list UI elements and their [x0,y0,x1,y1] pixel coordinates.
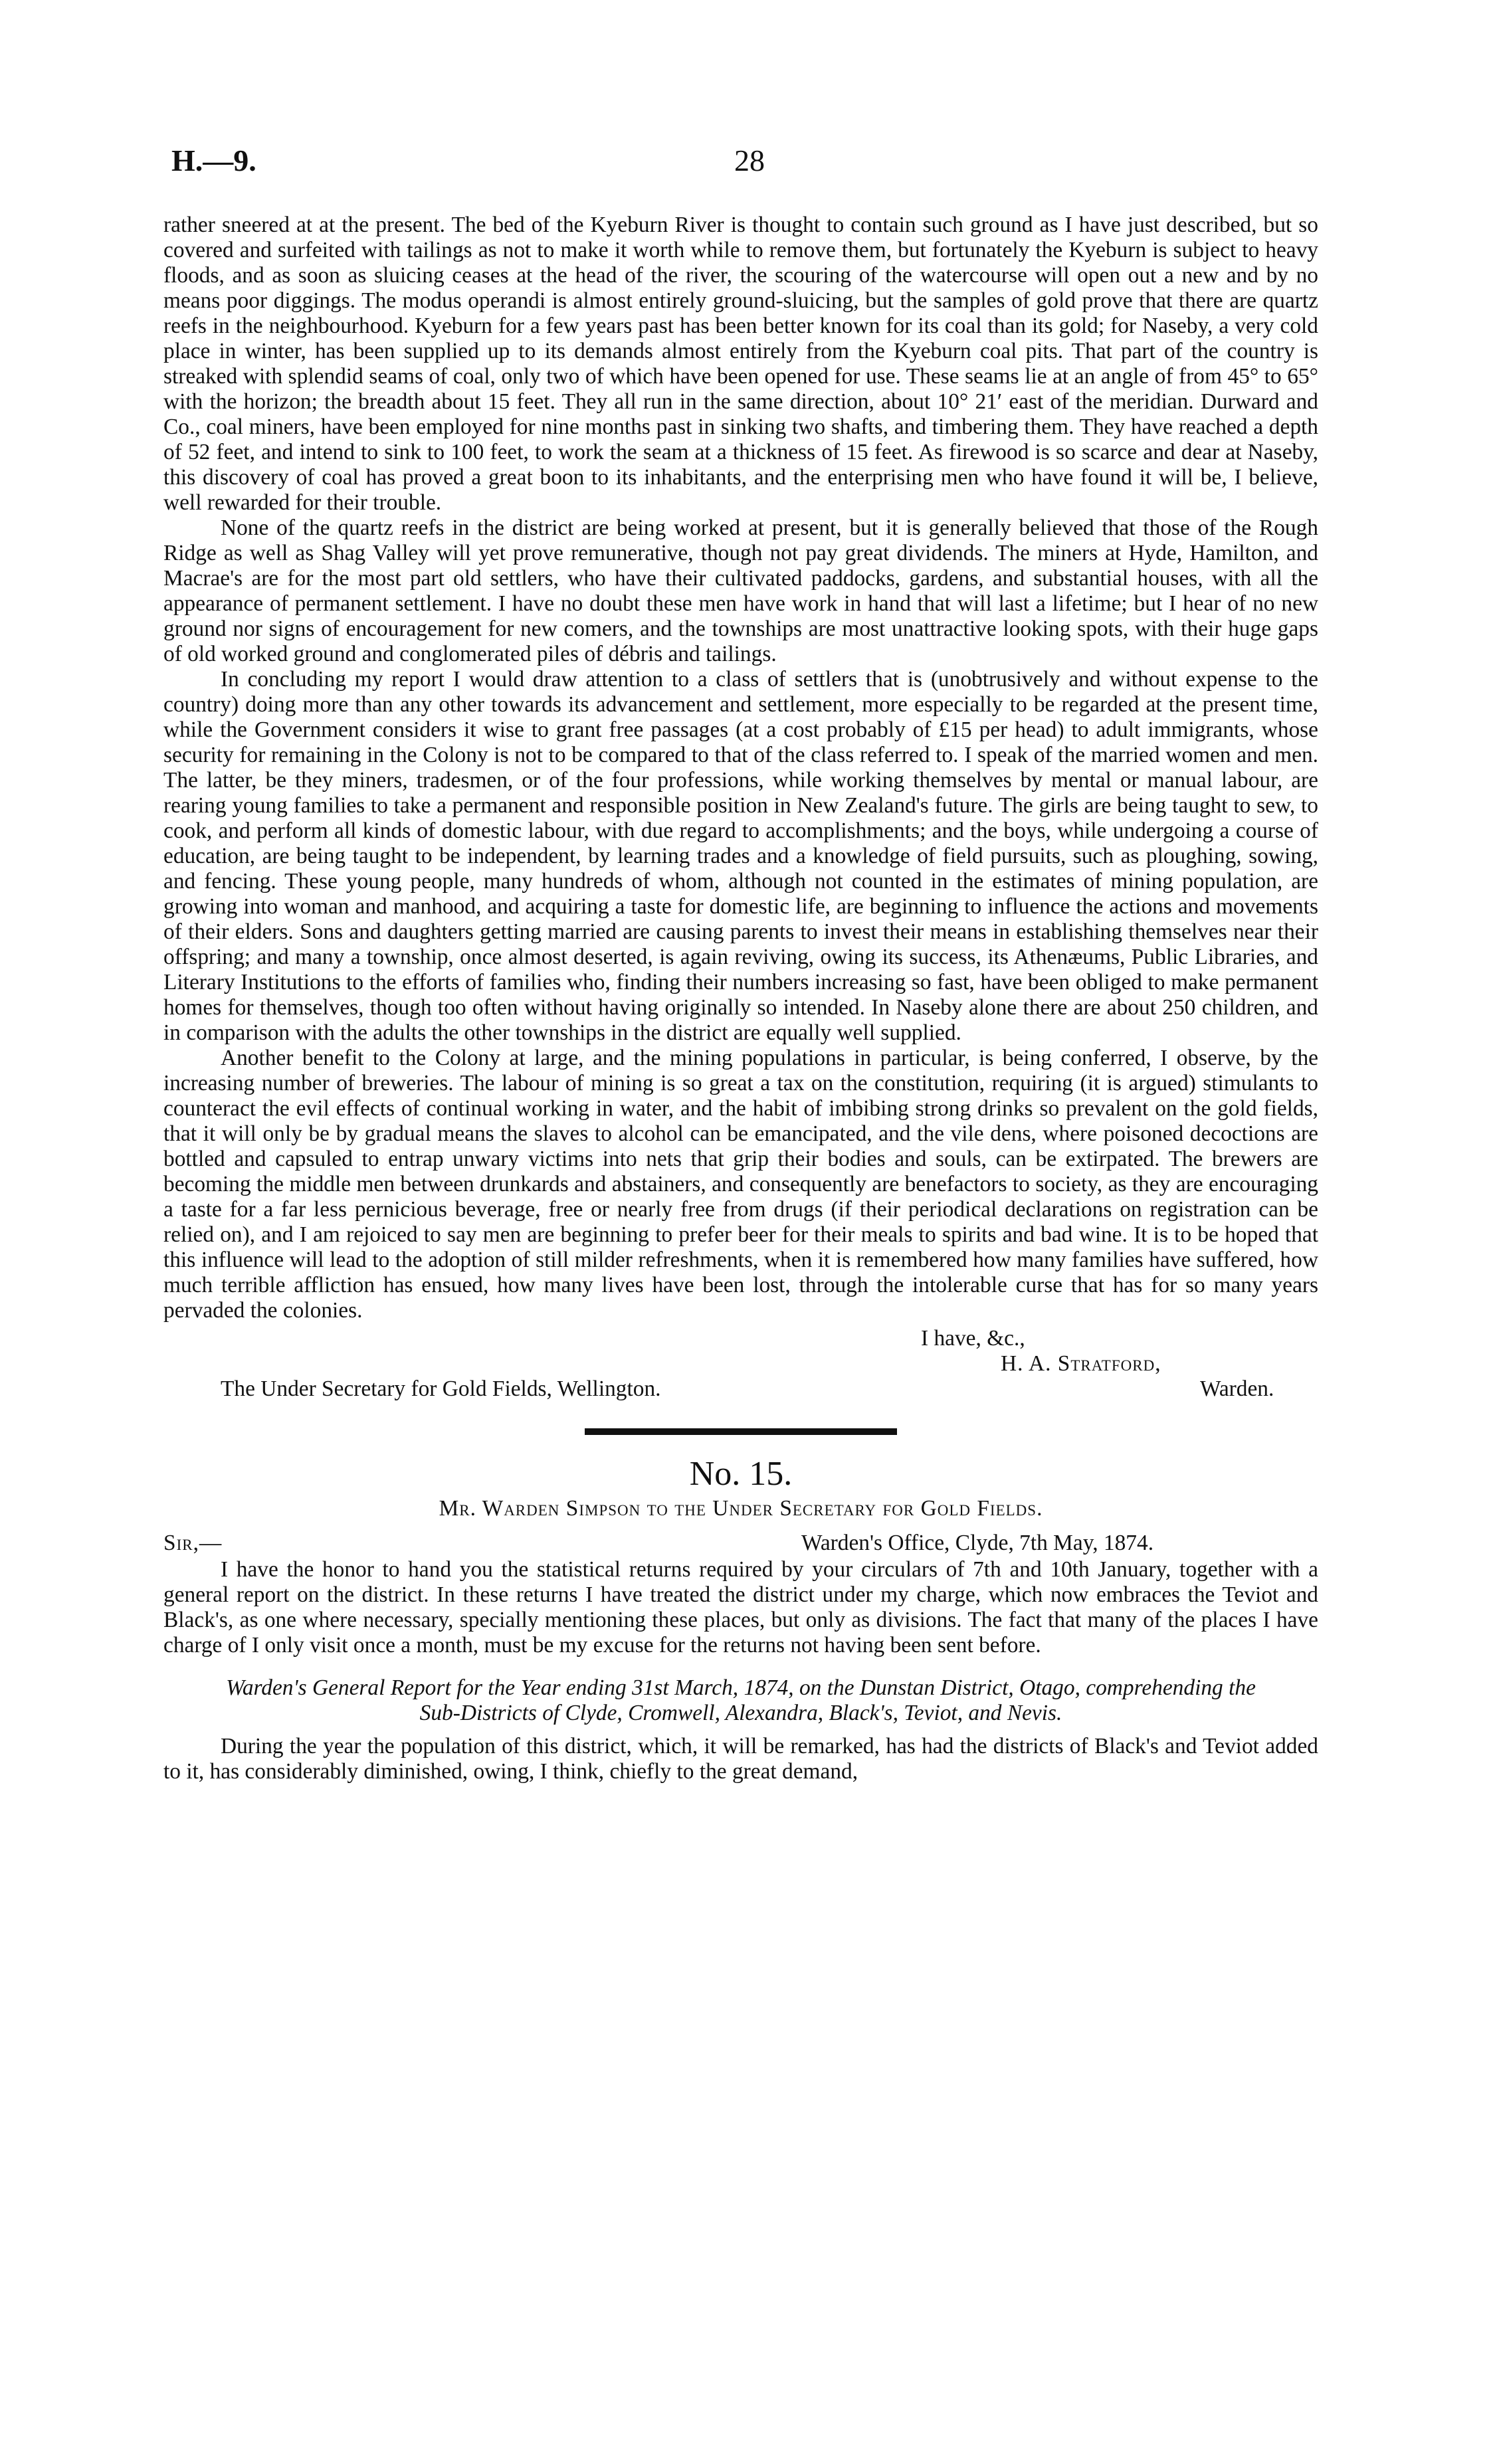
place-date: Warden's Office, Clyde, 7th May, 1874. [801,1531,1154,1555]
paragraph-kyeburn: rather sneered at at the present. The bed of the Kyeburn River is thought to contain such ground as I have just described, but so covered and surfeited with tailings as not to make it worth while to remove them, but fortunately the Kyeburn is subject to heavy floods, and as soon as sluicing ceases at the head of the river, the scouring of the watercourse will open out a new and by no means poor diggings. The modus operandi is almost entirely ground-sluicing, but the samples of gold prove that there are quartz reefs in the neighbourhood. Kyeburn for a few years past has been better known for its coal than its gold; for Naseby, a very cold place in winter, has been supplied up to its demands almost entirely from the Kyeburn coal pits. That part of the country is streaked with splendid seams of coal, only two of which have been opened for use. These seams lie at an angle of from 45° to 65° with the horizon; the breadth about 15 feet. They all run in the same direction, about 10° 21′ east of the meridian. Durward and Co., coal miners, have been employed for nine months past in sinking two shafts, and timbering them. They have reached a depth of 52 feet, and intend to sink to 100 feet, to work the seam at a thickness of 15 feet. As firewood is so scarce and dear at Naseby, this discovery of coal has proved a great boon to its inhabitants, and the enterprising men who have found it will be, I believe, well rewarded for their trouble. [163,213,1318,515]
page-header [171,143,1328,189]
letter-intro: I have the honor to hand you the statistical returns required by your circulars of 7th and 10th January, together with a general report on the district. In these returns I have treated the district under my charge, which now embraces the Teviot and Black's, as one where necessary, specially mentioning these places, but only as divisions. The fact that many of the places I have charge of I only visit once a month, must be my excuse for the returns not having been sent before. [163,1557,1318,1658]
closing-phrase: I have, &c., [921,1326,1025,1351]
section-divider [585,1428,897,1435]
salutation-line [163,1531,1318,1557]
addressee: The Under Secretary for Gold Fields, Wellington. [221,1376,661,1401]
letter-subheading: Mr. Warden Simpson to the Under Secretary for Gold Fields. [439,1496,1043,1521]
letter-number: No. 15. [689,1455,793,1493]
document-reference: H.—9. [171,143,256,177]
page-number: 28 [734,143,765,177]
report-title: Warden's General Report for the Year ending 31st March, 1874, on the Dunstan District, Otago, comprehending the Sub-Districts of Clyde, Cromwell, Alexandra, Black's, Teviot, and Nevis. [226,1675,1256,1725]
paragraph-breweries: Another benefit to the Colony at large, and the mining populations in particular, is being conferred, I observe, by the increasing number of breweries. The labour of mining is so great a tax on the constitution, requiring (it is argued) stimulants to counteract the evil effects of continual working in water, and the habit of imbibing strong drinks so prevalent on the gold fields, that it will only be by gradual means the slaves to alcohol can be emancipated, and the vile dens, where poisoned decoctions are bottled and capsuled to entrap unwary victims into nets that grip their bodies and souls, can be extirpated. The brewers are becoming the middle men between drunkards and abstainers, and consequently are benefactors to society, as they are encouraging a taste for a far less pernicious beverage, free or nearly free from drugs (if their periodical declarations on registration can be relied on), and I am rejoiced to say men are beginning to prefer beer for their meals to spirits and bad wine. It is to be hoped that this influence will lead to the adoption of still milder refreshments, when it is remembered how many families have suffered, how much terrible affliction has ensued, how many lives have been lost, through the intolerable curse that has for so many years pervaded the colonies. [163,1046,1318,1323]
document-body [163,213,1318,1784]
letter-closing [163,1326,1318,1412]
report-paragraph: During the year the population of this district, which, it will be remarked, has had the districts of Black's and Teviot added to it, has considerably diminished, owing, I think, chiefly to the great demand, [163,1734,1318,1784]
paragraph-quartz-reefs: None of the quartz reefs in the district are being worked at present, but it is generally believed that those of the Rough Ridge as well as Shag Valley will yet prove remunerative, though not pay great dividends. The miners at Hyde, Hamilton, and Macrae's are for the most part old settlers, who have their cultivated paddocks, gardens, and substantial houses, with all the appearance of permanent settlement. I have no doubt these men have work in hand that will last a lifetime; but I hear of no new ground nor signs of encouragement for new comers, and the townships are most unattractive looking spots, with their huge gaps of old worked ground and conglomerated piles of débris and tailings. [163,516,1318,666]
salutation: Sir,— [163,1531,223,1555]
paragraph-settlers: In concluding my report I would draw attention to a class of settlers that is (unobtrusively and without expense to the country) doing more than any other towards its advancement and settlement, more especially to be regarded at the present time, while the Government considers it wise to grant free passages (at a cost probably of £15 per head) to adult immigrants, whose security for remaining in the Colony is not to be compared to that of the class referred to. I speak of the married women and men. The latter, be they miners, tradesmen, or of the four professions, while working themselves by mental or manual labour, are rearing young families to take a permanent and responsible position in New Zealand's future. The girls are being taught to sew, to cook, and perform all kinds of domestic labour, with due regard to accomplishments; and the boys, while undergoing a course of education, are being taught to be independent, by learning trades and a knowledge of field pursuits, such as ploughing, sowing, and fencing. These young people, many hundreds of whom, although not counted in the estimates of mining population, are growing into woman and manhood, and acquiring a taste for domestic life, are beginning to influence the actions and movements of their elders. Sons and daughters getting married are causing parents to invest their means in establishing themselves near their offspring; and many a township, once almost deserted, is again reviving, owing its success, its Athenæums, Public Libraries, and Literary Institutions to the efforts of families who, finding their numbers increasing so fast, have been obliged to make permanent homes for themselves, though too often without having originally so intended. In Naseby alone there are about 250 children, and in comparison with the adults the other townships in the district are equally well supplied. [163,667,1318,1045]
signatory-title: Warden. [1200,1376,1274,1401]
signatory-name: H. A. Stratford, [1001,1351,1161,1376]
